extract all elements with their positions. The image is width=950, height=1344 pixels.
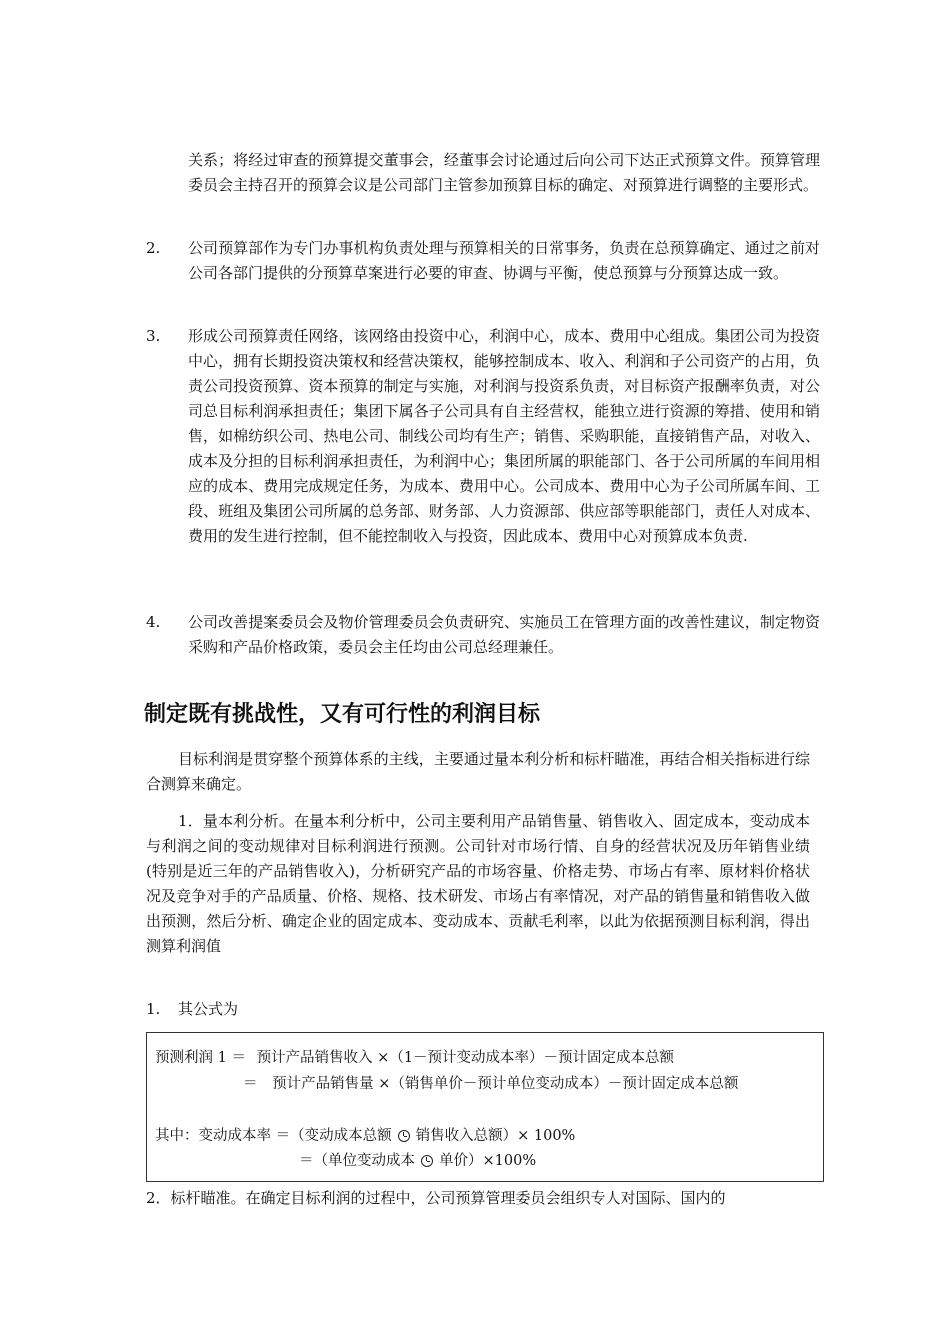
formula-line-2 [243,1073,738,1095]
clock-symbol-icon [398,1130,410,1142]
unit-cost-rest: 单价）×100% [439,1153,537,1169]
formula-expression-2: 预计产品销售量 ×（销售单价－预计单位变动成本）－预计固定成本总额 [272,1076,739,1092]
formula-heading-number: 1. [146,1000,161,1018]
formula-heading: 其公式为 [178,1000,239,1018]
variable-cost-rate-label: 其中：变动成本率 ＝（变动成本总额 [155,1128,392,1144]
item-text-2: 公司预算部作为专门办事机构负责处理与预算相关的日常事务，负责在总预算确定、通过之前对公司各部门提供的分预算草案进行必要的审查、协调与平衡，使总预算与分预算达成一致。 [188,239,820,282]
formula-label: 预测利润 1 ＝ [155,1050,246,1066]
bottom-paragraph: 2．标杆瞄准。在确定目标利润的过程中，公司预算管理委员会组织专人对国际、国内的 [146,1189,726,1207]
section-heading: 制定既有挑战性，又有可行性的利润目标 [144,702,541,727]
item-text-4: 公司改善提案委员会及物价管理委员会负责研究、实施员工在管理方面的改善性建议，制定物资采购和产品价格政策，委员会主任均由公司总经理兼任。 [188,613,820,656]
equals-sign: ＝ [243,1076,258,1092]
formula-line-1 [155,1047,674,1069]
item-number-3: 3. [146,327,161,345]
analysis-paragraph: 1．量本利分析。在量本利分析中，公司主要利用产品销售量、销售收入、固定成本，变动成本与利润之间的变动规律对目标利润进行预测。公司针对市场行情、自身的经营状况及历年销售业绩(特别是近三年的产品销售收入)，分析研究产品的市场容量、价格走势、市场占有率、原材料价格状况及竞争对手的产品质量、价格、规格、技术研发、市场占有率情况，对产品的销售量和销售收入做出预测，然后分析、确定企业的固定成本、变动成本、贡献毛利率，以此为依据预测目标利润，得出测算利润值 [146,812,810,955]
formula-box [146,1032,824,1182]
continued-paragraph: 关系；将经过审查的预算提交董事会，经董事会讨论通过后向公司下达正式预算文件。预算管理委员会主持召开的预算会议是公司部门主管参加预算目标的确定、对预算进行调整的主要形式。 [188,151,820,194]
intro-paragraph: 目标利润是贯穿整个预算体系的主线，主要通过量本利分析和标杆瞄准，再结合相关指标进行综合测算来确定。 [146,750,810,793]
variable-cost-rate-rest: 销售收入总额）× 100% [415,1128,576,1144]
formula-expression-1: 预计产品销售收入 ×（1－预计变动成本率）－预计固定成本总额 [256,1050,675,1066]
unit-cost-label: ＝（单位变动成本 [299,1153,415,1169]
item-number-4: 4. [146,613,161,631]
clock-symbol-icon [421,1155,433,1167]
item-text-3: 形成公司预算责任网络，该网络由投资中心，利润中心，成本、费用中心组成。集团公司为投资中心，拥有长期投资决策权和经营决策权，能够控制成本、收入、利润和子公司资产的占用，负责公司投资预算、资本预算的制定与实施，对利润与投资系负责，对目标资产报酬率负责，对公司总目标利润承担责任；集团下属各子公司具有自主经营权，能独立进行资源的筹措、使用和销售，如棉纺织公司、热电公司、制线公司均有生产；销售、采购职能，直接销售产品，对收入、成本及分担的目标利润承担责任，为利润中心；集团所属的职能部门、各于公司所属的车间用相应的成本、费用完成规定任务，为成本、费用中心。公司成本、费用中心为子公司所属车间、工段、班组及集团公司所属的总务部、财务部、人力资源部、供应部等职能部门，责任人对成本、费用的发生进行控制，但不能控制收入与投资，因此成本、费用中心对预算成本负责. [188,327,820,545]
formula-line-4 [299,1150,536,1172]
formula-line-3 [155,1125,575,1147]
item-number-2: 2. [146,239,161,257]
